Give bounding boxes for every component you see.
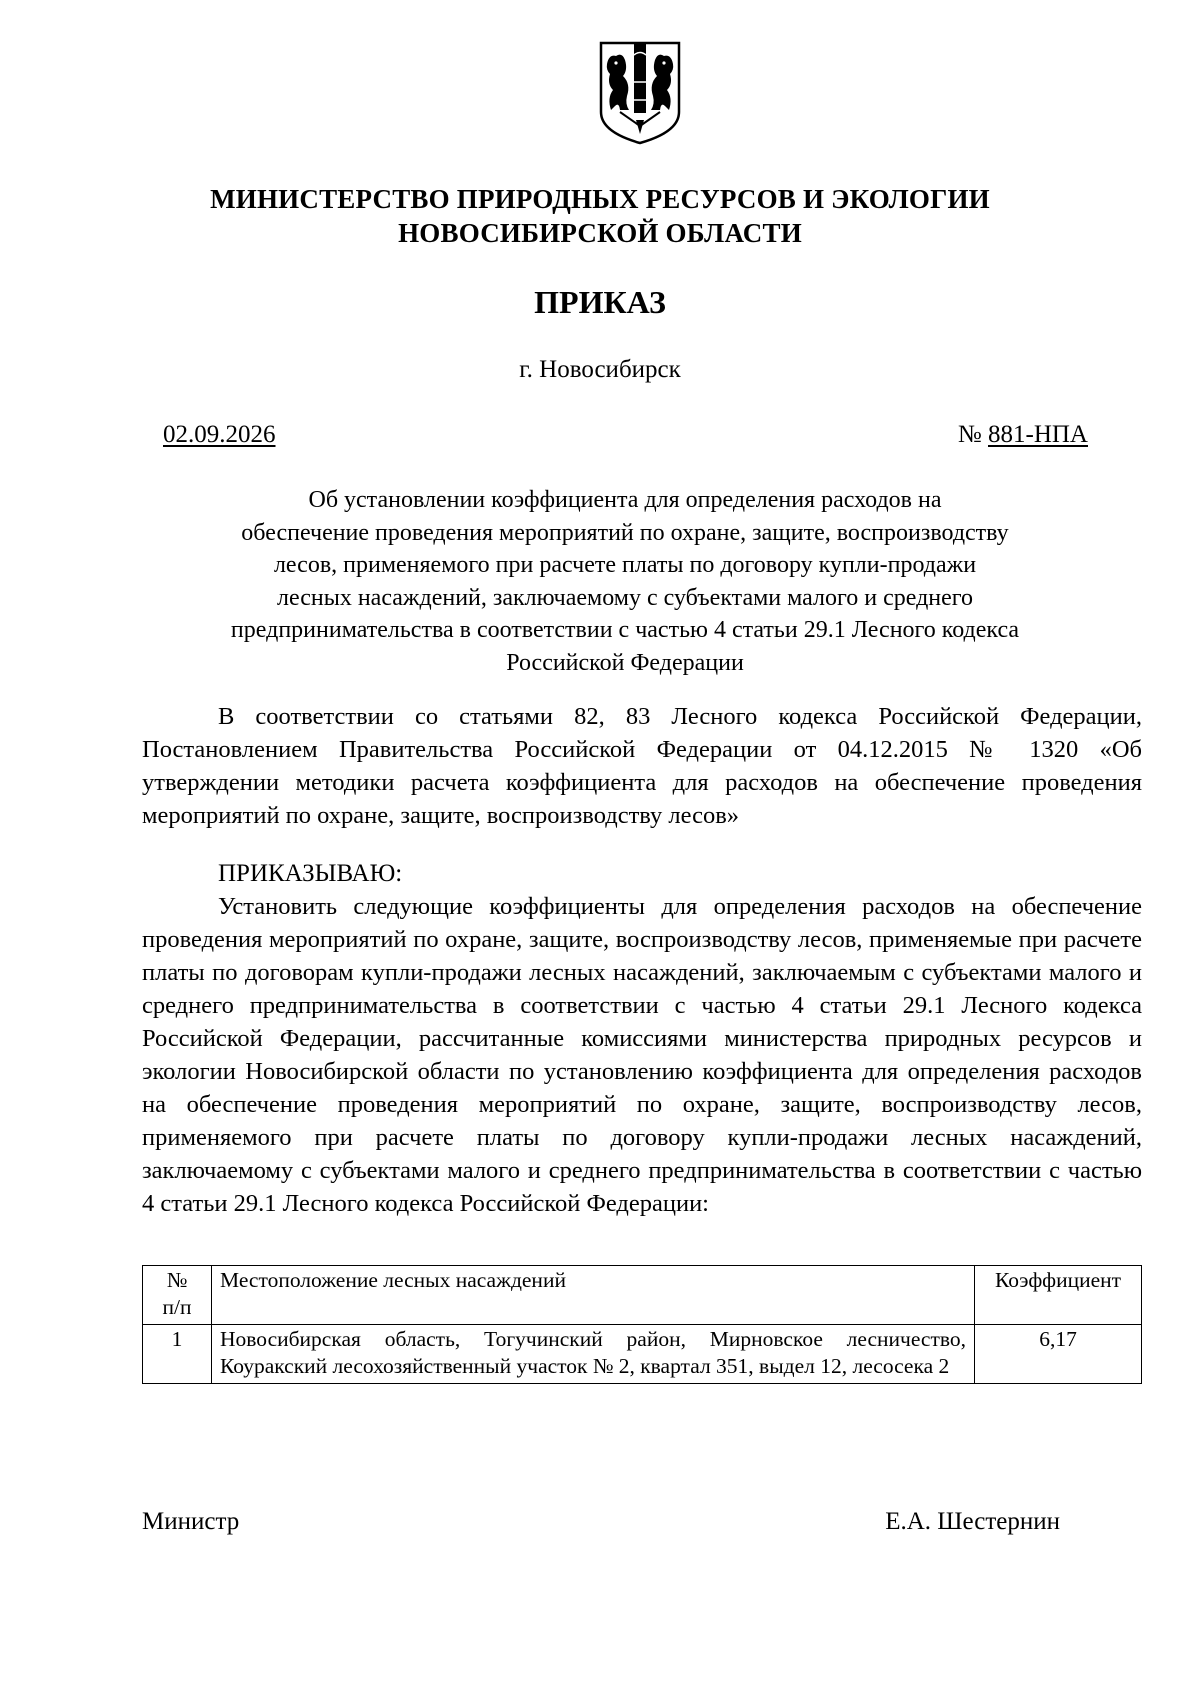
signer-title: Министр xyxy=(142,1508,240,1535)
subject-line: Об установлении коэффициента для определения расходов на xyxy=(308,487,942,513)
row-number: 1 xyxy=(143,1325,212,1384)
row-location: Новосибирская область, Тогучинский район, Мирновское лесничество, Коуракский лесохозяйственный участок № 2, квартал 351, выдел 12, лесосека 2 xyxy=(212,1325,975,1384)
subject-line: лесных насаждений, заключаемому с субъектами малого и среднего xyxy=(276,584,974,611)
row-coefficient: 6,17 xyxy=(975,1325,1142,1384)
decree-word: ПРИКАЗЫВАЮ: xyxy=(218,860,403,887)
subject-line: обеспечение проведения мероприятий по охране, защите, воспроизводству xyxy=(241,519,1009,546)
header-location: Местоположение лесных насаждений xyxy=(212,1266,975,1325)
subject-line: лесов, применяемого при расчете платы по договору купли-продажи xyxy=(273,552,977,578)
table-row xyxy=(143,1325,1142,1384)
ministry-name-line2: НОВОСИБИРСКОЙ ОБЛАСТИ xyxy=(398,218,802,248)
subject-line: предпринимательства в соответствии с частью 4 статьи 29.1 Лесного кодекса xyxy=(230,617,1020,643)
header-number xyxy=(143,1266,212,1325)
ministry-name-line1: МИНИСТЕРСТВО ПРИРОДНЫХ РЕСУРСОВ И ЭКОЛОГИИ xyxy=(210,184,990,214)
coefficient-table xyxy=(142,1265,1142,1384)
order-number-block xyxy=(958,419,1088,451)
doc-type-title: ПРИКАЗ xyxy=(534,284,666,320)
table-header-row xyxy=(143,1266,1142,1325)
order-number: 881-НПА xyxy=(988,421,1088,448)
number-sign: № xyxy=(957,421,982,448)
order-date: 02.09.2026 xyxy=(163,421,276,448)
decree-paragraph: Установить следующие коэффициенты для определения расходов на обеспечение проведения мероприятий по охране, защите, воспроизводству лесов, применяемые при расчете платы по договорам купли-продажи лесных насаждений, заключаемым с субъектами малого и среднего предпринимательства в соответствии с частью 4 статьи 29.1 Лесного кодекса Российской Федерации, рассчитанные комиссиями министерства природных ресурсов и экологии Новосибирской области по установлению коэффициента для определения расходов на обеспечение проведения мероприятий по охране, защите, воспроизводству лесов, применяемого при расчете платы по договору купли-продажи лесных насаждений, заключаемому с субъектами малого и среднего предпринимательства в соответствии с частью 4 статьи 29.1 Лесного кодекса Российской Федерации: xyxy=(142,893,1142,1217)
header-number-pp: п/п xyxy=(162,1295,192,1319)
signer-name: Е.А. Шестернин xyxy=(885,1508,1060,1535)
preamble-paragraph: В соответствии со статьями 82, 83 Лесного кодекса Российской Федерации, Постановлением Правительства Российской Федерации от 04.12.2015 № 1320 «Об утверждении методики расчета коэффициента для расходов на обеспечение проведения мероприятий по охране, защите, воспроизводству лесов» xyxy=(142,703,1142,829)
coat-of-arms-icon xyxy=(598,40,682,146)
subject-line: Российской Федерации xyxy=(506,649,744,676)
city-label: г. Новосибирск xyxy=(519,356,681,383)
order-subject xyxy=(160,484,1090,679)
header-number-sign: № xyxy=(166,1268,188,1292)
ministry-name xyxy=(0,182,1200,250)
header-coefficient: Коэффициент xyxy=(975,1266,1142,1325)
